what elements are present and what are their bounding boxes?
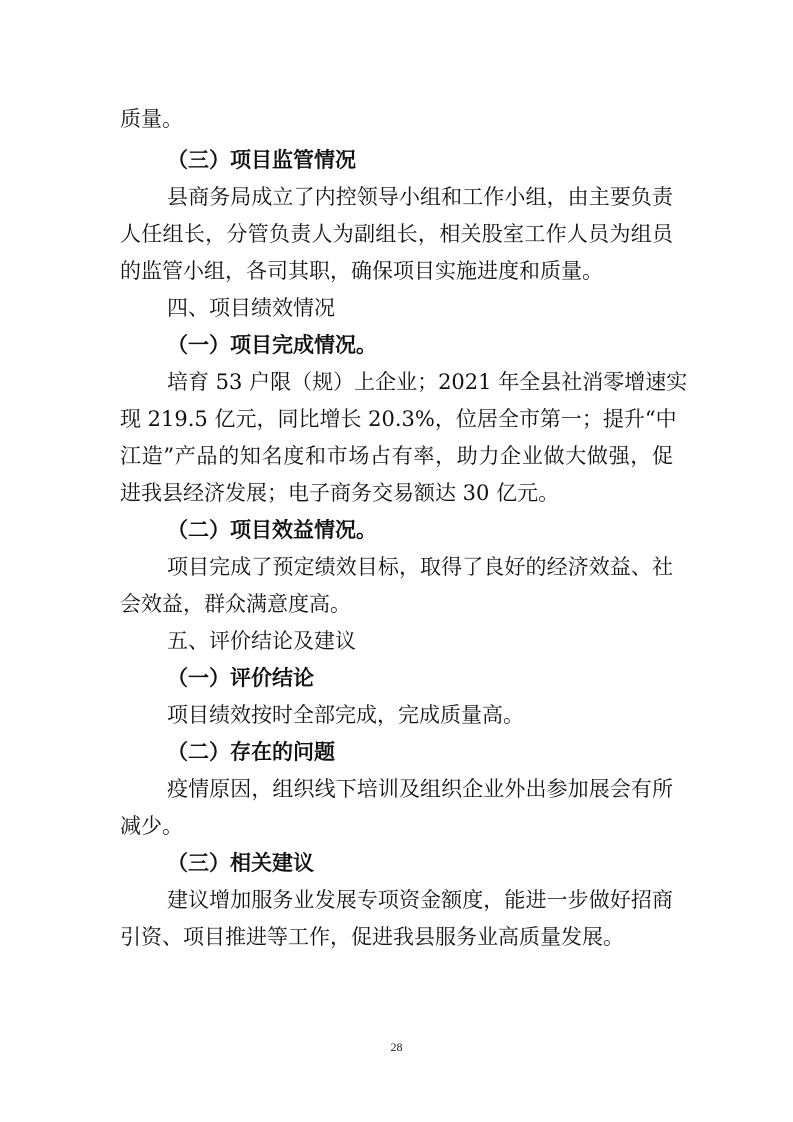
paragraph-line: 江造”产品的知名度和市场占有率，助力企业做大做强，促 (120, 444, 673, 468)
paragraph-line: 县商务局成立了内控领导小组和工作小组，由主要负责 (167, 185, 673, 209)
paragraph-line: 培育 53 户限（规）上企业；2021 年全县社消零增速实 (167, 370, 688, 394)
heading-existing-problems: （二）存在的问题 (167, 739, 335, 764)
page-number: 28 (390, 1040, 403, 1054)
paragraph-line: 项目完成了预定绩效目标，取得了良好的经济效益、社 (167, 555, 673, 579)
paragraph-line: 项目绩效按时全部完成，完成质量高。 (167, 703, 524, 727)
heading-project-supervision: （三）项目监管情况 (167, 147, 356, 172)
paragraph-line: 会效益，群众满意度高。 (120, 592, 351, 616)
paragraph-line: 建议增加服务业发展专项资金额度，能进一步做好招商 (167, 888, 673, 912)
section-heading-conclusion: 五、评价结论及建议 (167, 629, 356, 653)
paragraph-line: 现 219.5 亿元，同比增长 20.3%，位居全市第一；提升“中 (120, 407, 677, 431)
heading-related-suggestions: （三）相关建议 (167, 850, 314, 875)
heading-project-completion: （一）项目完成情况。 (167, 332, 377, 357)
paragraph-line: 疫情原因，组织线下培训及组织企业外出参加展会有所 (167, 777, 673, 801)
paragraph-line: 人任组长，分管负责人为副组长，相关股室工作人员为组员 (120, 222, 673, 246)
section-heading-performance: 四、项目绩效情况 (167, 296, 335, 320)
paragraph-line: 的监管小组，各司其职，确保项目实施进度和质量。 (120, 259, 603, 283)
paragraph-line: 减少。 (120, 814, 183, 838)
heading-evaluation-conclusion: （一）评价结论 (167, 665, 314, 690)
paragraph-line: 引资、项目推进等工作，促进我县服务业高质量发展。 (120, 925, 624, 949)
paragraph-continuation: 质量。 (120, 107, 183, 131)
paragraph-line: 进我县经济发展；电子商务交易额达 30 亿元。 (120, 481, 560, 505)
heading-project-benefits: （二）项目效益情况。 (167, 517, 377, 542)
